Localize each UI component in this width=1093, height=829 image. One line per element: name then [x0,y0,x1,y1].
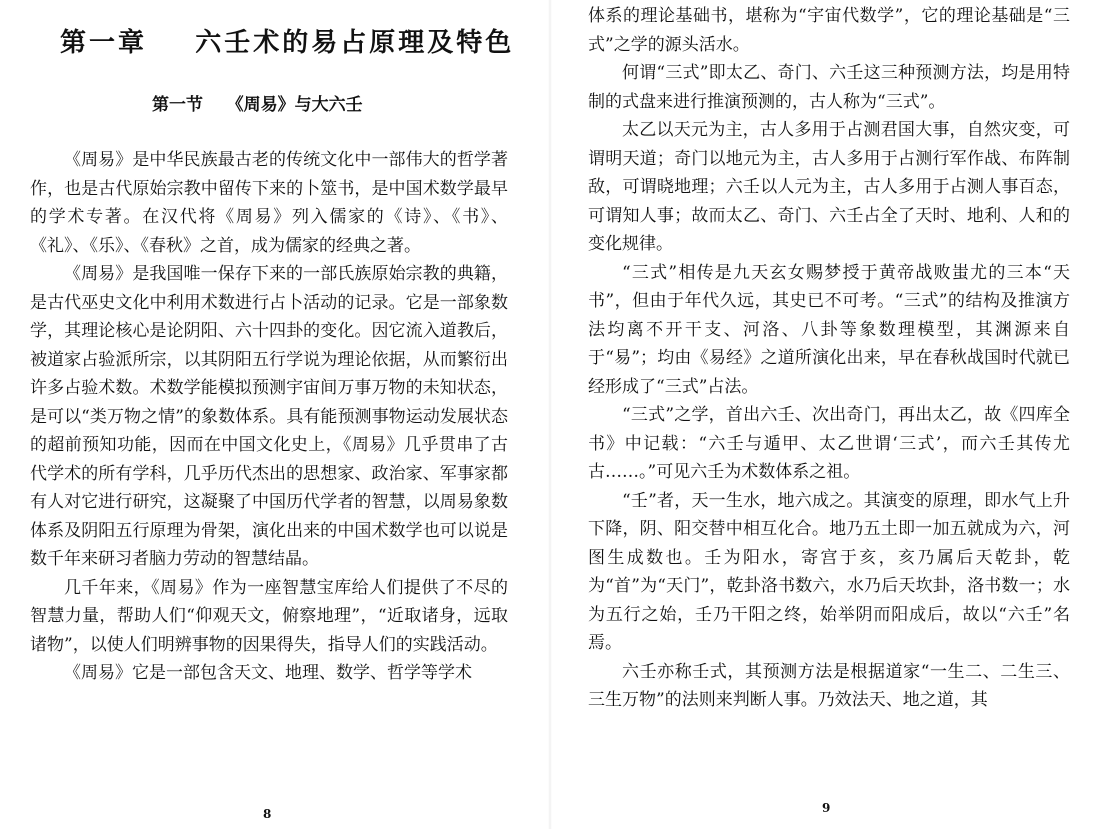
page-number: 9 [822,801,831,815]
continued-paragraph: 体系的理论基础书，堪称为“宇宙代数学”，它的理论基础是“三式”之学的源头活水。 [588,6,1070,55]
right-body-text [588,2,1070,715]
paragraph: “三式”之学，首出六壬、次出奇门，再出太乙，故《四库全书》中记载：“六壬与遁甲、太乙世谓‘三式’，而六壬其传尤古……。”可见六壬为术数体系之祖。 [588,405,1070,482]
paragraph: 《周易》它是一部包含天文、地理、数学、哲学等学术 [64,663,472,683]
paragraph: 《周易》是我国唯一保存下来的一部氏族原始宗教的典籍，是古代巫史文化中利用术数进行占卜活动的记录。它是一部象数学，其理论核心是论阴阳、六十四卦的变化。因它流入道教后，被道家占验派所宗，以其阴阳五行学说为理论依据，从而繁衍出许多占验术数。术数学能模拟预测宇宙间万事万物的未知状态，是可以“类万物之情”的象数体系。具有能预测事物运动发展状态的超前预知功能，因而在中国文化史上，《周易》几乎贯串了古代学术的所有学科，几乎历代杰出的思想家、政治家、军事家都有人对它进行研究，这凝聚了中国历代学者的智慧，以周易象数体系及阴阳五行原理为骨架，演化出来的中国术数学也可以说是数千年来研习者脑力劳动的智慧结晶。 [30,264,508,569]
left-body-text [30,146,508,688]
paragraph: 何谓“三式”即太乙、奇门、六壬这三种预测方法，均是用特制的式盘来进行推演预测的，古人称为“三式”。 [588,63,1070,112]
paragraph: 六壬亦称壬式，其预测方法是根据道家“一生二、二生三、三生万物”的法则来判断人事。乃效法天、地之道，其 [588,661,1070,710]
page-gutter [548,0,552,829]
section-title: 第一节 《周易》与大六壬 [152,95,363,115]
page-number: 8 [263,807,272,821]
chapter-title: 第一章 六壬术的易占原理及特色 [60,28,515,58]
paragraph: 几千年来，《周易》作为一座智慧宝库给人们提供了不尽的智慧力量，帮助人们“仰观天文，俯察地理”，“近取诸身，远取诸物”，以使人们明辨事物的因果得失，指导人们的实践活动。 [30,577,508,655]
paragraph: “三式”相传是九天玄女赐梦授于黄帝战败蚩尤的三本“天书”，但由于年代久远，其史已不可考。“三式”的结构及推演方法均离不开干支、河洛、八卦等象数理模型，其渊源来自于“易”；均由《易经》之道所演化出来，早在春秋战国时代就已经形成了“三式”占法。 [588,262,1070,397]
right-page [560,0,1093,829]
paragraph: “壬”者，天一生水，地六成之。其演变的原理，即水气上升下降，阴、阳交替中相互化合。地乃五土即一加五就成为六，河图生成数也。壬为阳水，寄宫于亥，亥乃属后天乾卦，乾为“首”为“天门”，乾卦洛书数六，水乃后天坎卦，洛书数一；水为五行之始，壬乃干阳之终，始举阴而阳成后，故以“六壬”名焉。 [588,490,1070,653]
paragraph: 《周易》是中华民族最古老的传统文化中一部伟大的哲学著作，也是古代原始宗教中留传下来的卜筮书，是中国术数学最早的学术专著。在汉代将《周易》列入儒家的《诗》、《书》、《礼》、《乐》、《春秋》之首，成为儒家的经典之著。 [30,150,508,256]
paragraph: 太乙以天元为主，古人多用于占测君国大事，自然灾变，可谓明天道；奇门以地元为主，古人多用于占测行军作战、布阵制敌，可谓晓地理；六壬以人元为主，古人多用于占测人事百态，可谓知人事；故而太乙、奇门、六壬占全了天时、地利、人和的变化规律。 [588,120,1070,254]
left-page [0,0,540,829]
